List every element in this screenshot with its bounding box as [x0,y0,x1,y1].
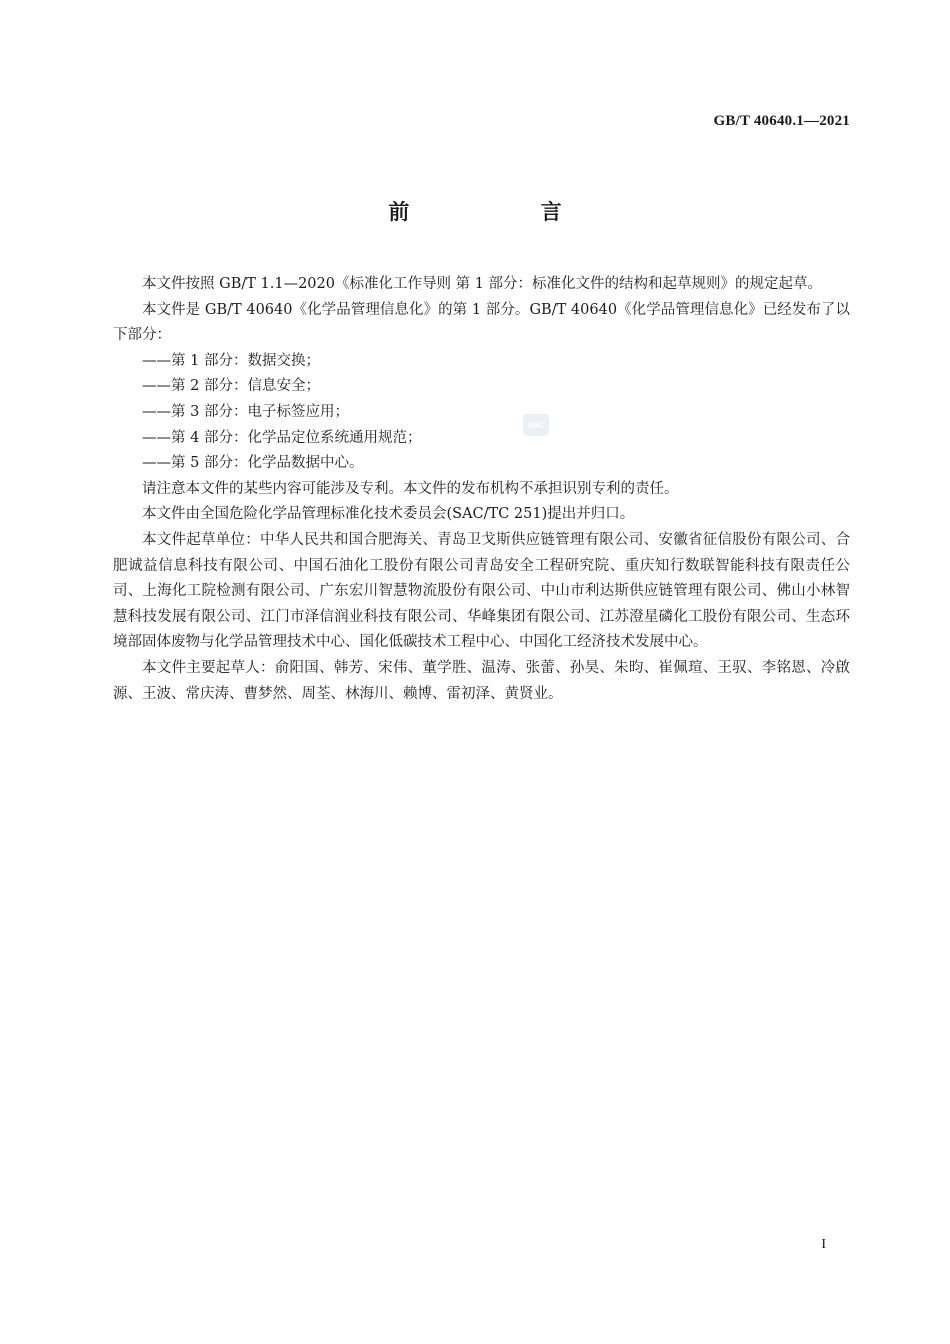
drafting-basis-paragraph: 本文件按照 GB/T 1.1—2020《标准化工作导则 第 1 部分：标准化文件的结构和起草规则》的规定起草。 [142,276,823,292]
page-title: 前 言 [388,200,624,224]
part-list-item: ——第 2 部分：信息安全； [142,378,320,395]
part-list-item: ——第 1 部分：数据交换； [142,352,320,369]
part-list-item: ——第 5 部分：化学品数据中心。 [142,455,364,472]
drafting-units-paragraph: 本文件起草单位：中华人民共和国合肥海关、青岛卫戈斯供应链管理有限公司、安徽省征信股份有限公司、合肥诚益信息科技有限公司、中国石油化工股份有限公司青岛安全工程研究院、重庆知行数联智能科技有限责任公司、上海化工院检测有限公司、广东宏川智慧物流股份有限公司、中山市利达斯供应链管理有限公司、佛山小林智慧科技发展有限公司、江门市泽信润业科技有限公司、华峰集团有限公司、江苏澄星磷化工股份有限公司、生态环境部固体废物与化学品管理技术中心、国化低碳技术工程中心、中国化工经济技术发展中心。 [113,531,850,651]
drafters-paragraph: 本文件主要起草人：俞阳国、韩芳、宋伟、董学胜、温涛、张蕾、孙昊、朱昀、崔佩瑄、王驭、李铭恩、冷啟源、王波、常庆涛、曹梦然、周荃、林海川、赖博、雷初泽、黄贤业。 [113,659,850,702]
part-list-item: ——第 3 部分：电子标签应用； [142,403,349,420]
foreword-body [113,272,850,707]
parts-intro-paragraph: 本文件是 GB/T 40640《化学品管理信息化》的第 1 部分。GB/T 40640《化学品管理信息化》已经发布了以下部分： [113,301,850,344]
sac-watermark-logo: SAC [523,414,549,436]
part-list-item: ——第 4 部分：化学品定位系统通用规范； [142,429,422,446]
patent-notice-paragraph: 请注意本文件的某些内容可能涉及专利。本文件的发布机构不承担识别专利的责任。 [142,480,679,497]
committee-paragraph: 本文件由全国危险化学品管理标准化技术委员会(SAC/TC 251)提出并归口。 [142,506,635,523]
standard-code: GB/T 40640.1—2021 [713,113,850,129]
page-number: I [821,1237,826,1252]
